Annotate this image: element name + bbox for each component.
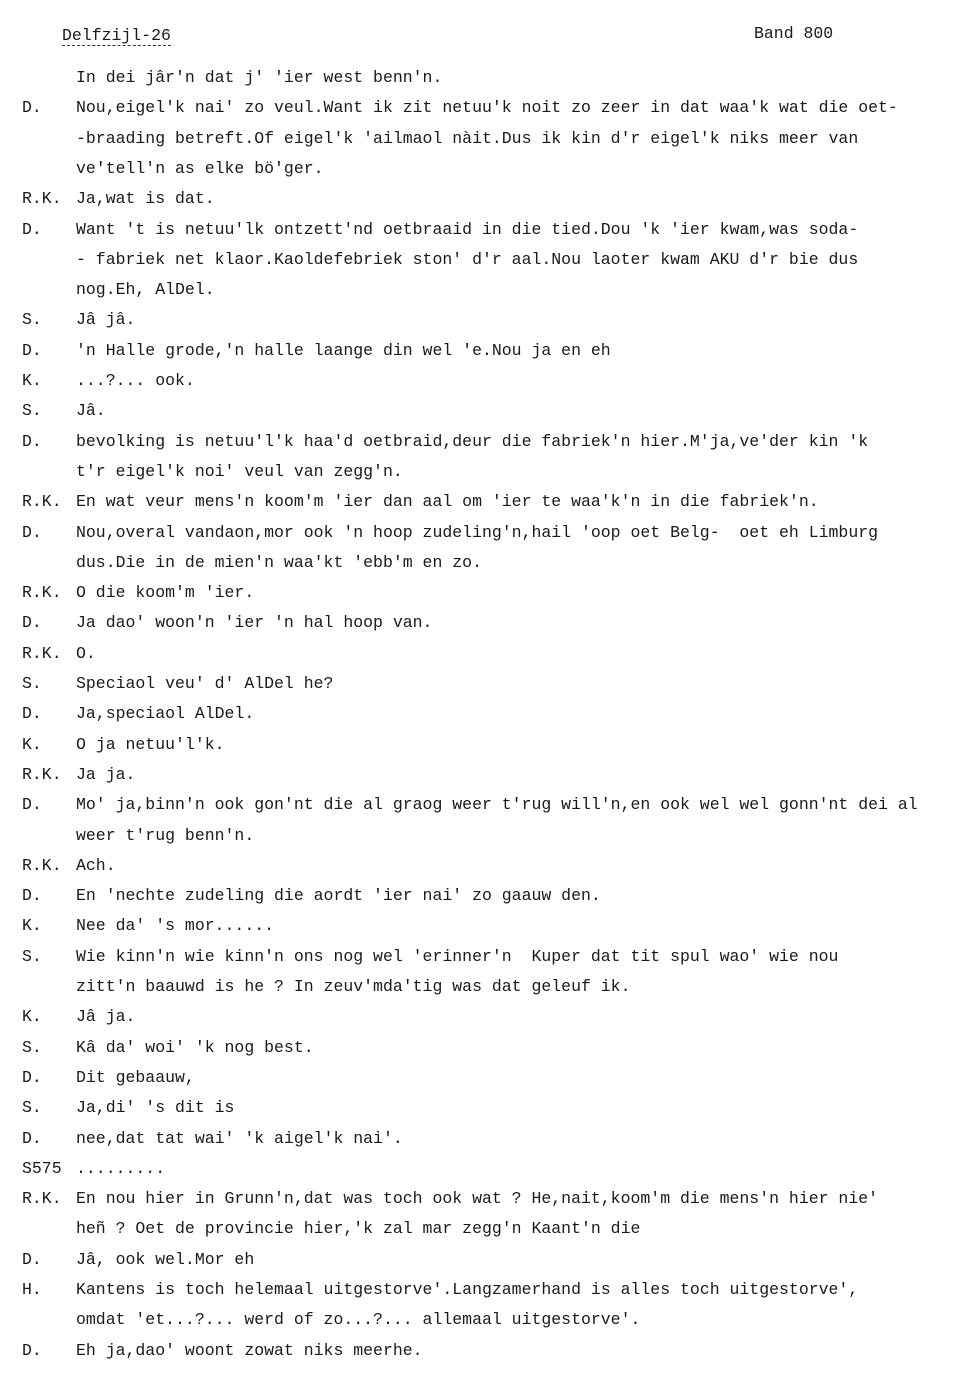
utterance-continuation: omdat 'et...?... werd of zo...?... allemaal uitgestorve'.: [76, 1310, 641, 1330]
utterance-text: Nou,eigel'k nai' zo veul.Want ik zit netuu'k noit zo zeer in dat waa'k wat die oet-: [76, 98, 898, 118]
utterance-continuation: nog.Eh, AlDel.: [76, 280, 215, 300]
speaker-label: D.: [22, 613, 42, 633]
speaker-label: R.K.: [22, 583, 62, 603]
speaker-label: D.: [22, 219, 42, 239]
utterance-text: .........: [76, 1158, 166, 1178]
speaker-label: S575: [22, 1158, 62, 1178]
utterance-text: En wat veur mens'n koom'm 'ier dan aal om 'ier te waa'k'n in die fabriek'n.: [76, 492, 819, 512]
speaker-label: K.: [22, 1007, 42, 1027]
utterance-text: Ja,wat is dat.: [76, 189, 215, 209]
utterance-text: Jâ, ook wel.Mor eh: [76, 1249, 255, 1269]
speaker-label: R.K.: [22, 764, 62, 784]
utterance-text: Jâ ja.: [76, 1007, 136, 1027]
speaker-label: S.: [22, 1037, 42, 1057]
speaker-label: R.K.: [22, 1189, 62, 1209]
utterance-text: Jâ jâ.: [76, 310, 136, 330]
utterance-text: bevolking is netuu'l'k haa'd oetbraid,deur die fabriek'n hier.M'ja,ve'der kin 'k: [76, 431, 869, 451]
speaker-label: D.: [22, 340, 42, 360]
utterance-text: ...?... ook.: [76, 371, 195, 390]
utterance-text: Speciaol veu' d' AlDel he?: [76, 674, 334, 693]
utterance-text: nee,dat tat wai' 'k aigel'k nai'.: [76, 1128, 403, 1148]
utterance-text: 'n Halle grode,'n halle laange din wel 'e.Nou ja en eh: [76, 340, 611, 360]
speaker-label: D.: [22, 795, 42, 815]
utterance-continuation: - fabriek net klaor.Kaoldefebriek ston' d'r aal.Nou laoter kwam AKU d'r bie dus: [76, 249, 859, 269]
utterance-text: Jâ.: [76, 401, 106, 421]
utterance-text: Ja ja.: [76, 764, 136, 784]
speaker-label: D.: [22, 98, 42, 118]
speaker-label: S.: [22, 401, 42, 421]
utterance-continuation: dus.Die in de mien'n waa'kt 'ebb'm en zo.: [76, 552, 482, 572]
speaker-label: S.: [22, 1098, 42, 1118]
utterance-text: Wie kinn'n wie kinn'n ons nog wel 'erinner'n Kuper dat tit spul wao' wie nou: [76, 946, 839, 966]
utterance-text: Nou,overal vandaon,mor ook 'n hoop zudeling'n,hail 'oop oet Belg- oet eh Limburg: [76, 522, 879, 542]
speaker-label: R.K.: [22, 189, 62, 209]
utterance-text: En nou hier in Grunn'n,dat was toch ook wat ? He,nait,koom'm die mens'n hier nie': [76, 1189, 879, 1209]
utterance-text: Kantens is toch helemaal uitgestorve'.Langzamerhand is alles toch uitgestorve',: [76, 1280, 859, 1299]
utterance-text: Ach.: [76, 855, 116, 875]
speaker-label: K.: [22, 371, 42, 390]
speaker-label: K.: [22, 734, 42, 754]
utterance-text: Dit gebaauw,: [76, 1067, 195, 1087]
utterance-continuation: ve'tell'n as elke bö'ger.: [76, 158, 324, 178]
speaker-label: K.: [22, 916, 42, 936]
utterance-text: Ja dao' woon'n 'ier 'n hal hoop van.: [76, 613, 433, 633]
utterance-text: Nee da' 's mor......: [76, 916, 275, 936]
utterance-continuation: heñ ? Oet de provincie hier,'k zal mar zegg'n Kaant'n die: [76, 1219, 641, 1239]
utterance-text: Ja,speciaol AlDel.: [76, 704, 255, 724]
speaker-label: R.K.: [22, 855, 62, 875]
speaker-label: D.: [22, 704, 42, 724]
speaker-label: D.: [22, 886, 42, 906]
speaker-label: D.: [22, 1340, 42, 1360]
utterance-text: Eh ja,dao' woont zowat niks meerhe.: [76, 1340, 423, 1360]
speaker-label: R.K.: [22, 643, 62, 663]
speaker-label: S.: [22, 310, 42, 330]
speaker-label: D.: [22, 1128, 42, 1148]
utterance-continuation: In dei jâr'n dat j' 'ier west benn'n.: [76, 68, 443, 87]
utterance-text: Want 't is netuu'lk ontzett'nd oetbraaid in die tied.Dou 'k 'ier kwam,was soda-: [76, 219, 859, 239]
speaker-label: H.: [22, 1280, 42, 1299]
utterance-text: O die koom'm 'ier.: [76, 583, 255, 603]
utterance-continuation: t'r eigel'k noi' veul van zegg'n.: [76, 461, 403, 481]
speaker-label: D.: [22, 1067, 42, 1087]
speaker-label: S.: [22, 674, 42, 693]
speaker-label: D.: [22, 1249, 42, 1269]
utterance-text: O.: [76, 643, 96, 663]
document-title: Delfzijl-26: [62, 26, 171, 45]
band-number: Band 800: [754, 24, 834, 43]
utterance-continuation: zitt'n baauwd is he ? In zeuv'mda'tig was dat geleuf ik.: [76, 977, 631, 996]
utterance-text: Ja,di' 's dit is: [76, 1098, 235, 1118]
speaker-label: D.: [22, 522, 42, 542]
speaker-label: S.: [22, 946, 42, 966]
utterance-text: Mo' ja,binn'n ook gon'nt die al graog weer t'rug will'n,en ook wel wel gonn'nt dei al: [76, 795, 918, 815]
utterance-text: O ja netuu'l'k.: [76, 734, 225, 754]
utterance-text: Kâ da' woi' 'k nog best.: [76, 1037, 314, 1057]
speaker-label: R.K.: [22, 492, 62, 512]
utterance-text: En 'nechte zudeling die aordt 'ier nai' zo gaauw den.: [76, 886, 601, 906]
utterance-continuation: -braading betreft.Of eigel'k 'ailmaol nàit.Dus ik kin d'r eigel'k niks meer van: [76, 128, 859, 148]
speaker-label: D.: [22, 431, 42, 451]
utterance-continuation: weer t'rug benn'n.: [76, 825, 255, 845]
